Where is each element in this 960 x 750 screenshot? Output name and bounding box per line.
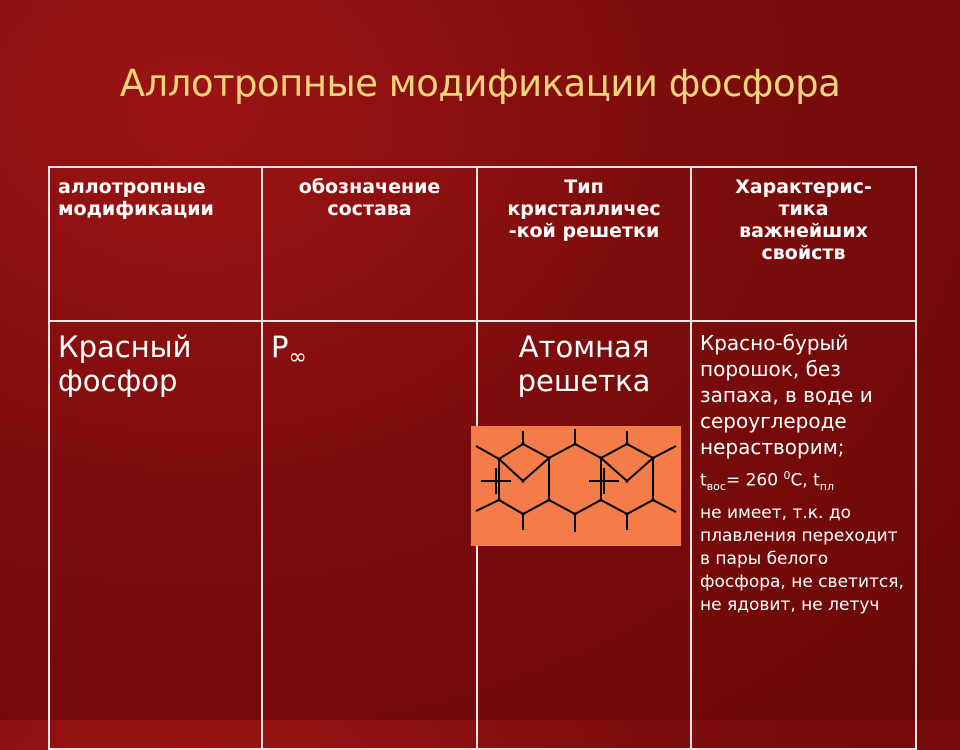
lattice-type [486,330,682,398]
slide-title: Аллотропные модификации фосфора [119,62,841,105]
lattice-structure-image [471,426,681,546]
temp-subscript-boil: вос [706,480,726,494]
temp-subscript-melt: пл [819,480,835,494]
allotropes-table [48,166,917,750]
header-modifications [49,167,262,321]
formula-symbol: P [271,330,289,364]
header-text: состава [327,198,412,220]
properties-text: Красно-бурый порошок, без запаха, в воде и сероуглероде нерастворим; [700,331,873,459]
properties-temperature [700,464,907,498]
table-header-row [49,167,916,321]
header-text: важнейших [739,220,868,242]
header-text: Тип [564,176,604,198]
modification-line: фосфор [58,364,178,398]
temp-symbol: t [700,470,707,491]
modification-line: Красный [58,330,192,364]
temp-value: = 260 [725,470,784,491]
header-properties [691,167,916,321]
header-composition [262,167,477,321]
cell-formula [262,321,477,749]
header-text: обозначение [298,176,441,198]
lattice-diagram [471,426,681,546]
header-text: -кой решетки [508,220,660,242]
properties-text-2: не имеет, т.к. до плавления переходит в пары белого фосфора, не светится, не ядовит, не летуч [700,503,904,616]
cell-properties [691,321,916,749]
cell-lattice [477,321,691,749]
cell-modification [49,321,262,749]
header-text: тика [778,198,829,220]
temp-degree: 0 [783,469,791,482]
header-text: свойств [761,242,846,264]
lattice-line: решетка [517,364,651,398]
modification-name [58,330,253,398]
header-text: кристалличес [507,198,661,220]
table-row [49,321,916,749]
header-lattice-type [477,167,691,321]
header-text: аллотропные [58,176,206,198]
formula [271,330,307,370]
header-text: Характерис- [735,176,872,198]
formula-subscript: ∞ [288,344,307,370]
temp-unit: С, t [790,470,820,491]
header-text: модификации [58,198,214,220]
lattice-line: Атомная [518,330,650,364]
